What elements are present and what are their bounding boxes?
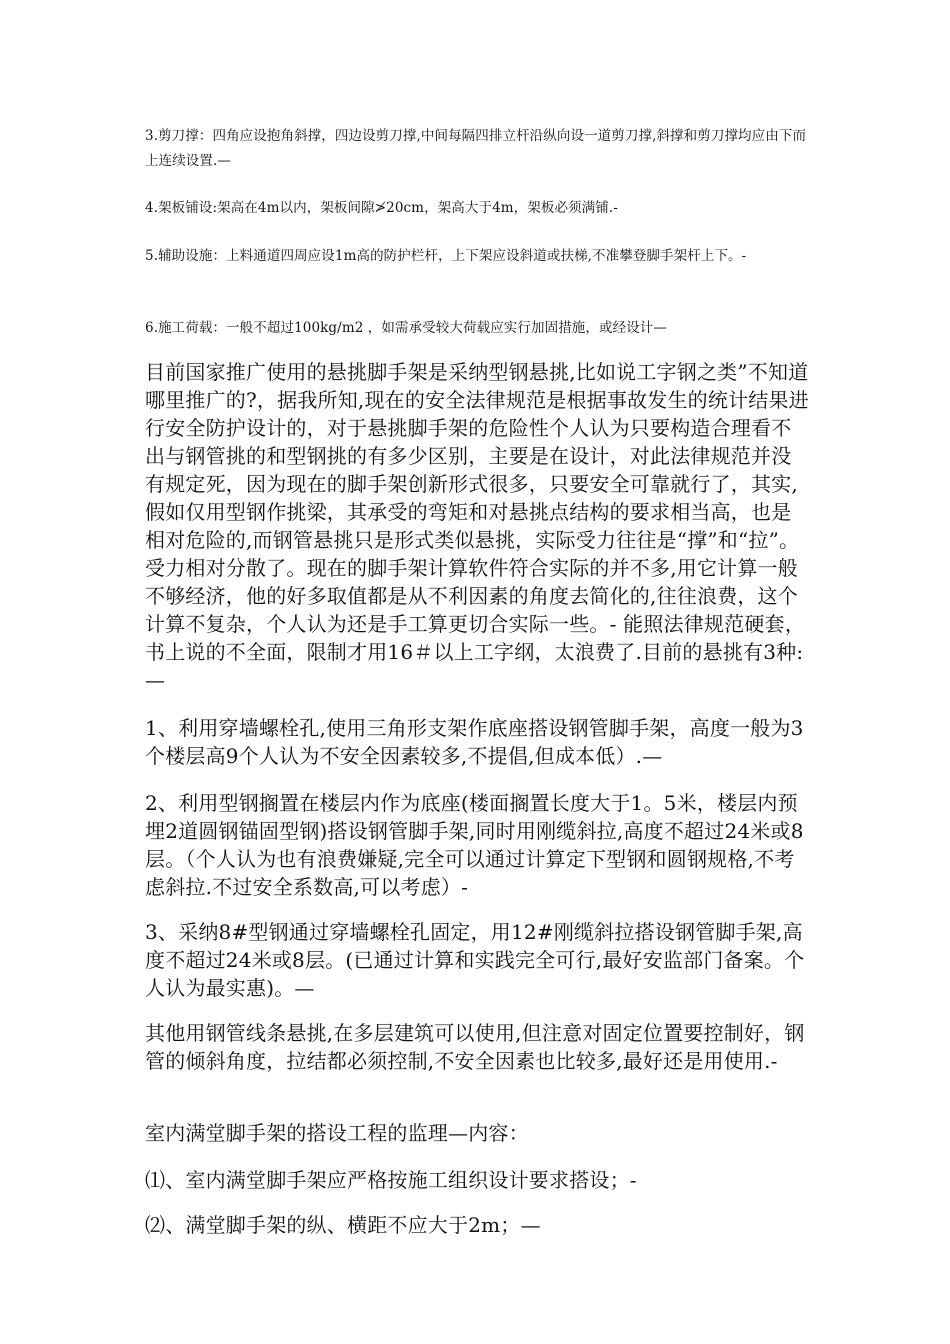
- paragraph-method-1: 1、利用穿墙螺栓孔,使用三角形支架作底座搭设钢管脚手架，高度一般为3个楼层高9个人认为不安全因素较多,不提倡,但成本低）.—: [145, 716, 804, 768]
- paragraph-scaffold-board: 4.架板铺设:架高在4m以内，架板间隙≯20cm，架高大于4m，架板必须满铺.-: [145, 200, 618, 216]
- paragraph-steel-pipe: 其他用钢管线条悬挑,在多层建筑可以使用,但注意对固定位置要控制好，钢管的倾斜角度，拉结都必须控制,不安全因素也比较多,最好还是用使用.-: [145, 1021, 805, 1073]
- paragraph-supervision-heading: 室内满堂脚手架的搭设工程的监理—内容：: [145, 1121, 529, 1145]
- paragraph-method-3: 3、采纳8#型钢通过穿墙螺栓孔固定，用12#刚缆斜拉搭设钢管脚手架,高度不超过24米或8层。(已通过计算和实践完全可行,最好安监部门备案。个人认为最实惠)。—: [145, 920, 805, 1000]
- paragraph-item-2: ⑵、满堂脚手架的纵、横距不应大于2m；—: [145, 1213, 541, 1237]
- paragraph-method-2: 2、利用型钢搁置在楼层内作为底座(楼面搁置长度大于1。5米，楼层内预埋2道圆钢锚固型钢)搭设钢管脚手架,同时用刚缆斜拉,高度不超过24米或8层。（个人认为也有浪费嫌疑,完全可以通过计算定下型钢和圆钢规格,不考虑斜拉.不过安全系数高,可以考虑）-: [145, 791, 804, 899]
- paragraph-item-1: ⑴、室内满堂脚手架应严格按施工组织设计要求搭设；-: [145, 1168, 637, 1192]
- paragraph-auxiliary-facilities: 5.辅助设施：上料通道四周应设1m高的防护栏杆，上下架应设斜道或扶梯,不准攀登脚手架杆上下。-: [145, 248, 747, 264]
- paragraph-construction-load: 6.施工荷载：一般不超过100kg/m2 ，如需承受较大荷载应实行加固措施，或经设计—: [145, 320, 667, 336]
- paragraph-cantilever-overview: 目前国家推广使用的悬挑脚手架是采纳型钢悬挑,比如说工字钢之类”不知道哪里推广的?，据我所知,现在的安全法律规范是根据事故发生的统计结果进行安全防护设计的，对于悬挑脚手架的危险性个人认为只要构造合理看不出与钢管挑的和型钢挑的有多少区别，主要是在设计，对此法律规范并没有规定死，因为现在的脚手架创新形式很多，只要安全可靠就行了，其实,假如仅用型钢作挑梁，其承受的弯矩和对悬挑点结构的要求相当高，也是相对危险的,而钢管悬挑只是形式类似悬挑，实际受力往往是“撑”和“拉”。受力相对分散了。现在的脚手架计算软件符合实际的并不多,用它计算一般不够经济，他的好多取值都是从不利因素的角度去简化的,往往浪费，这个计算不复杂，个人认为还是手工算更切合实际一些。- 能照法律规范硬套，书上说的不全面，限制才用16＃以上工字纲，太浪费了.目前的悬挑有3种:—: [145, 360, 809, 692]
- paragraph-scissor-brace: 3.剪刀撑：四角应设抱角斜撑，四边设剪刀撑,中间每隔四排立杆沿纵向设一道剪刀撑,斜撑和剪刀撑均应由下而上连续设置.—: [145, 128, 807, 169]
